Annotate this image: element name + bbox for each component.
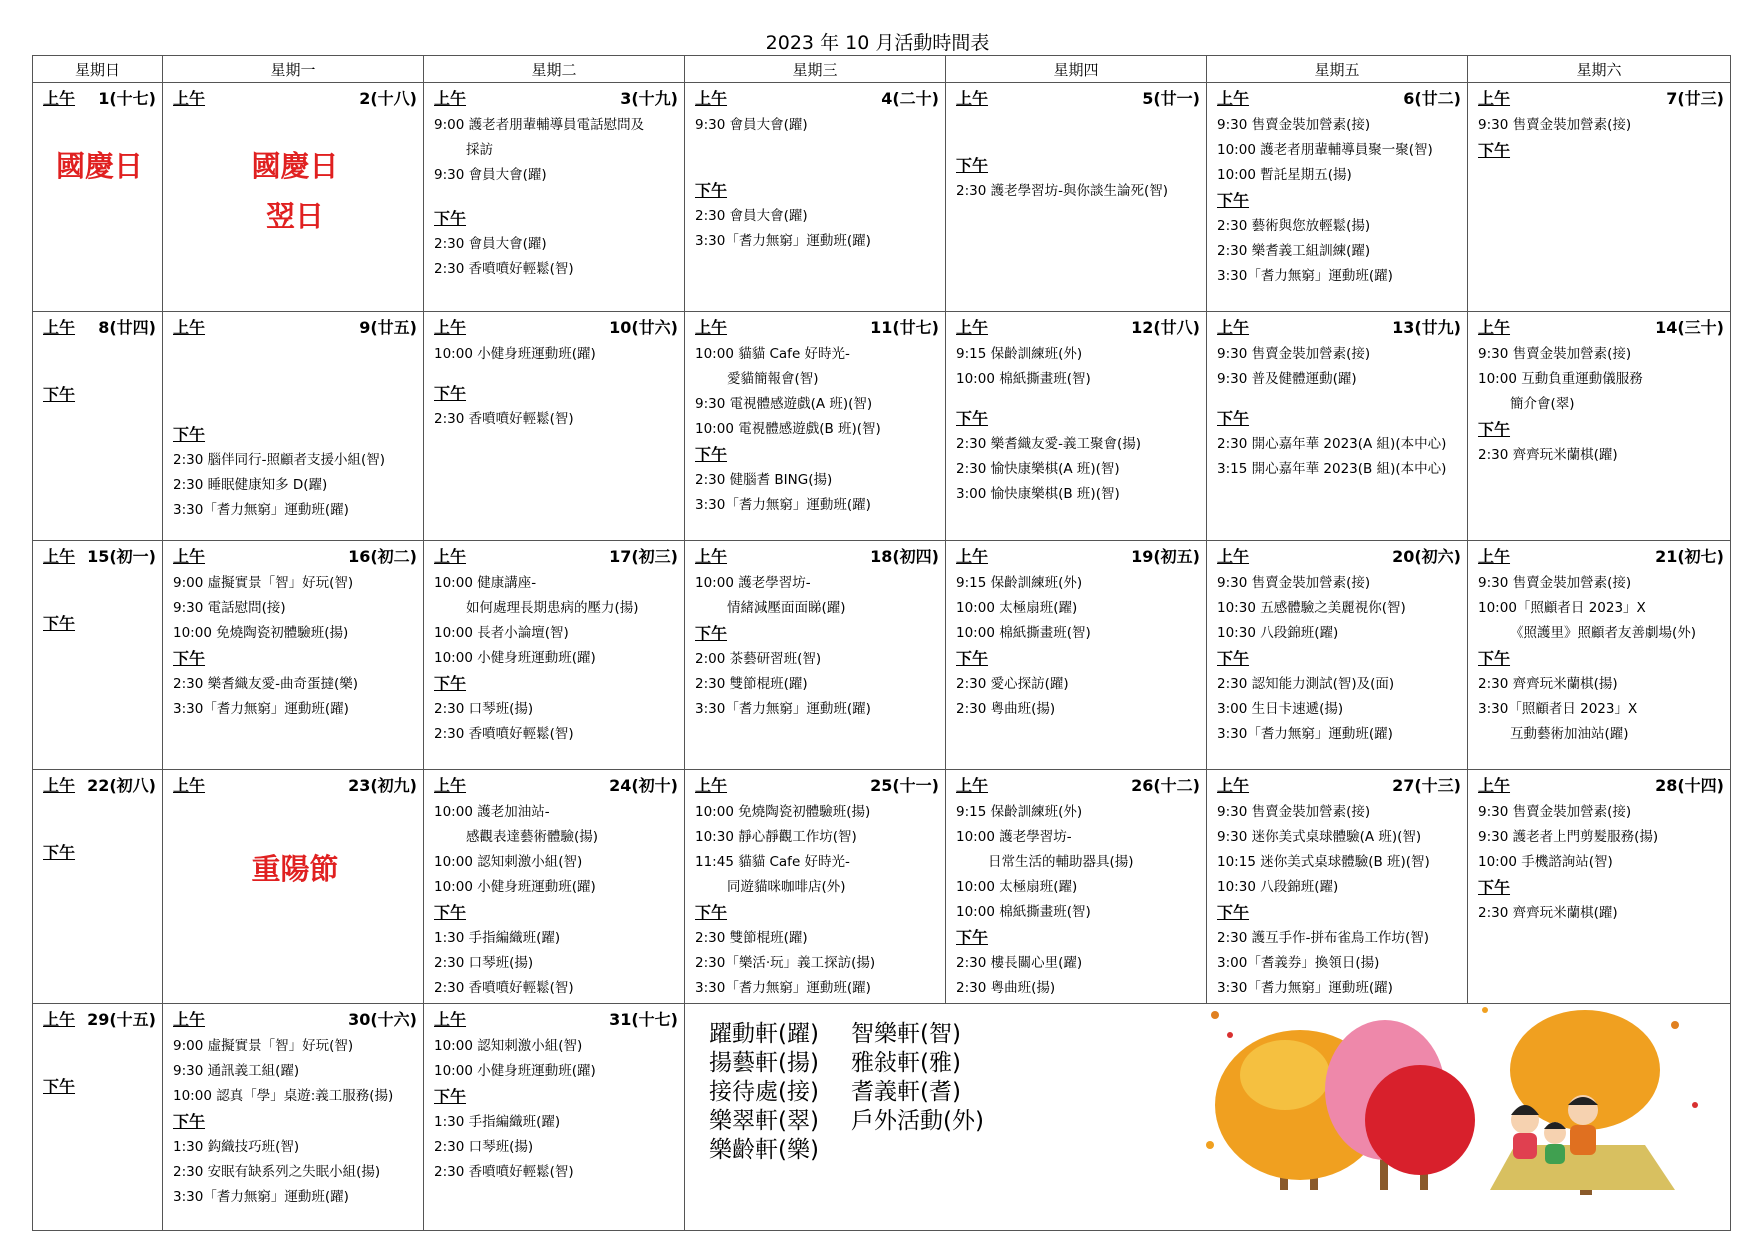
day-header xyxy=(695,87,939,111)
activity-item: 10:30 八段錦班(躍) xyxy=(1217,625,1339,641)
date-label: 7(廿三) xyxy=(1666,89,1724,108)
week-row xyxy=(33,541,1731,770)
am-label: 上午 xyxy=(434,776,467,795)
activity-item: 10:00 小健身班運動班(躍) xyxy=(434,1063,596,1079)
am-label: 上午 xyxy=(173,89,206,108)
activity-item: 10:00 太極扇班(躍) xyxy=(956,600,1078,616)
activity-item: 2:00 茶藝研習班(智) xyxy=(695,651,822,667)
day-cell xyxy=(33,770,163,1004)
activity-item: 如何處理長期患病的壓力(揚) xyxy=(466,600,639,616)
am-label: 上午 xyxy=(43,89,76,108)
autumn-picnic-illustration xyxy=(1205,995,1705,1205)
date-label: 4(二十) xyxy=(881,89,939,108)
activity-item: 《照護里》照顧者友善劇場(外) xyxy=(1510,625,1697,641)
am-label: 上午 xyxy=(695,776,728,795)
date-label: 13(廿九) xyxy=(1392,318,1461,337)
activity-item: 2:30 會員大會(躍) xyxy=(434,236,547,252)
day-cell xyxy=(424,83,685,312)
am-label: 上午 xyxy=(43,547,76,566)
weekday-header: 星期一 xyxy=(163,56,424,83)
day-header xyxy=(173,545,417,569)
activity-item: 3:00「耆義券」換領日(揚) xyxy=(1217,955,1380,971)
activity-item: 10:30 五感體驗之美麗視你(智) xyxy=(1217,600,1406,616)
activity-item: 10:00 小健身班運動班(躍) xyxy=(434,879,596,895)
am-label: 上午 xyxy=(1217,89,1250,108)
activity-item: 3:30「耆力無窮」運動班(躍) xyxy=(695,497,871,513)
activity-item: 9:30 電視體感遊戲(A 班)(智) xyxy=(695,396,873,412)
am-label: 上午 xyxy=(173,776,206,795)
pm-label: 下午 xyxy=(695,624,728,643)
legend-item: 戶外活動(外) xyxy=(851,1108,984,1134)
day-cell xyxy=(33,541,163,770)
activity-item: 10:00 認真「學」桌遊:義工服務(揚) xyxy=(173,1088,394,1104)
activity-item: 9:30 迷你美式桌球體驗(A 班)(智) xyxy=(1217,829,1422,845)
activity-item: 10:00 健康講座- xyxy=(434,575,537,591)
day-cell xyxy=(946,312,1207,541)
activity-item: 10:00 護老者朋輩輔導員聚一聚(智) xyxy=(1217,142,1433,158)
activity-item: 10:00 貓貓 Cafe 好時光- xyxy=(695,346,850,362)
activity-item: 3:30「耆力無窮」運動班(躍) xyxy=(695,980,871,996)
week-row xyxy=(33,770,1731,1004)
activity-item: 2:30 樓長關心里(躍) xyxy=(956,955,1083,971)
day-cell xyxy=(33,312,163,541)
am-label: 上午 xyxy=(1217,318,1250,337)
pm-label: 下午 xyxy=(695,903,728,922)
weekday-header-row xyxy=(33,56,1731,83)
activity-item: 10:00 免燒陶瓷初體驗班(揚) xyxy=(695,804,871,820)
pm-label: 下午 xyxy=(43,843,76,862)
day-header xyxy=(1217,87,1461,111)
am-label: 上午 xyxy=(173,318,206,337)
day-header xyxy=(43,774,156,798)
date-label: 1(十七) xyxy=(98,89,156,108)
day-header xyxy=(434,545,678,569)
date-label: 19(初五) xyxy=(1131,547,1200,566)
date-label: 16(初二) xyxy=(348,547,417,566)
activity-item: 10:30 八段錦班(躍) xyxy=(1217,879,1339,895)
legend-item: 揚藝軒(揚) xyxy=(709,1050,819,1076)
legend-item: 樂齡軒(樂) xyxy=(709,1137,819,1163)
activity-item: 2:30 樂耆織友愛-曲奇蛋撻(樂) xyxy=(173,676,359,692)
pm-label: 下午 xyxy=(434,674,467,693)
activity-item: 10:00「照顧者日 2023」X xyxy=(1478,600,1646,616)
pm-label: 下午 xyxy=(1478,878,1511,897)
day-header xyxy=(173,87,417,111)
day-header xyxy=(695,774,939,798)
activity-item: 9:30 電話慰問(接) xyxy=(173,600,286,616)
activity-item: 10:00 護老加油站- xyxy=(434,804,550,820)
activity-item: 9:30 普及健體運動(躍) xyxy=(1217,371,1357,387)
activity-item: 2:30 口琴班(揚) xyxy=(434,701,534,717)
day-header xyxy=(956,774,1200,798)
activity-item: 2:30 香噴噴好輕鬆(智) xyxy=(434,726,574,742)
activity-item: 2:30 口琴班(揚) xyxy=(434,955,534,971)
activity-item: 愛貓簡報會(智) xyxy=(727,371,819,387)
date-label: 21(初七) xyxy=(1655,547,1724,566)
activity-item: 1:30 手指編織班(躍) xyxy=(434,1114,561,1130)
activity-item: 2:30 齊齊玩米蘭棋(揚) xyxy=(1478,676,1618,692)
legend-item: 接待處(接) xyxy=(709,1079,819,1105)
day-header xyxy=(1478,774,1724,798)
activity-item: 10:00 手機諮詢站(智) xyxy=(1478,854,1613,870)
activity-item: 2:30 愉快康樂棋(A 班)(智) xyxy=(956,461,1120,477)
day-cell xyxy=(1468,312,1731,541)
week-row xyxy=(33,312,1731,541)
activity-item: 10:30 靜心靜觀工作坊(智) xyxy=(695,829,857,845)
activity-item: 10:00 認知刺激小組(智) xyxy=(434,1038,583,1054)
date-label: 10(廿六) xyxy=(609,318,678,337)
activity-item: 2:30 開心嘉年華 2023(A 組)(本中心) xyxy=(1217,436,1447,452)
pm-label: 下午 xyxy=(434,209,467,228)
pm-label: 下午 xyxy=(434,903,467,922)
activity-item: 1:30 鈎織技巧班(智) xyxy=(173,1139,300,1155)
date-label: 24(初十) xyxy=(609,776,678,795)
activity-item: 10:00 小健身班運動班(躍) xyxy=(434,346,596,362)
legend-item: 雅敍軒(雅) xyxy=(851,1050,961,1076)
activity-item: 11:45 貓貓 Cafe 好時光- xyxy=(695,854,850,870)
day-cell xyxy=(685,541,946,770)
activity-item: 互動藝術加油站(躍) xyxy=(1510,726,1629,742)
day-header xyxy=(173,316,417,340)
pm-label: 下午 xyxy=(956,649,989,668)
activity-item: 2:30 粵曲班(揚) xyxy=(956,701,1056,717)
am-label: 上午 xyxy=(173,1010,206,1029)
am-label: 上午 xyxy=(434,318,467,337)
activity-item: 3:00 生日卡速遞(揚) xyxy=(1217,701,1344,717)
pm-label: 下午 xyxy=(1217,903,1250,922)
activity-item: 2:30 樂耆義工組訓練(躍) xyxy=(1217,243,1371,259)
activity-item: 9:00 護老者朋輩輔導員電話慰問及 xyxy=(434,117,645,133)
day-cell xyxy=(33,1004,163,1231)
day-header xyxy=(1478,87,1724,111)
activity-item: 10:00 長者小論壇(智) xyxy=(434,625,569,641)
day-header xyxy=(173,1008,417,1032)
date-label: 25(十一) xyxy=(870,776,939,795)
pm-label: 下午 xyxy=(956,156,989,175)
am-label: 上午 xyxy=(695,318,728,337)
pm-label: 下午 xyxy=(1478,141,1511,160)
day-cell xyxy=(1207,541,1468,770)
holiday-label: 國慶日 xyxy=(251,149,339,183)
day-cell xyxy=(1207,770,1468,1004)
activity-item: 10:00 太極扇班(躍) xyxy=(956,879,1078,895)
activity-item: 9:30 售賣金裝加營素(接) xyxy=(1217,804,1371,820)
activity-item: 3:30「耆力無窮」運動班(躍) xyxy=(695,701,871,717)
day-cell xyxy=(163,541,424,770)
activity-item: 2:30 認知能力測試(智)及(面) xyxy=(1217,676,1395,692)
activity-item: 2:30「樂活‧玩」義工探訪(揚) xyxy=(695,955,876,971)
activity-item: 2:30 護老學習坊-與你談生論死(智) xyxy=(956,183,1169,199)
activity-item: 9:30 售賣金裝加營素(接) xyxy=(1217,346,1371,362)
day-header xyxy=(1217,545,1461,569)
activity-item: 3:15 開心嘉年華 2023(B 組)(本中心) xyxy=(1217,461,1447,477)
pm-label: 下午 xyxy=(1217,409,1250,428)
week-row xyxy=(33,83,1731,312)
activity-item: 10:00 認知刺激小組(智) xyxy=(434,854,583,870)
date-label: 15(初一) xyxy=(87,547,156,566)
day-cell xyxy=(163,1004,424,1231)
activity-item: 2:30 健腦耆 BING(揚) xyxy=(695,472,833,488)
activity-item: 1:30 手指編織班(躍) xyxy=(434,930,561,946)
pm-label: 下午 xyxy=(1478,649,1511,668)
activity-item: 10:00 暫託星期五(揚) xyxy=(1217,167,1352,183)
pm-label: 下午 xyxy=(434,1087,467,1106)
weekday-header: 星期四 xyxy=(946,56,1207,83)
activity-item: 10:00 護老學習坊- xyxy=(695,575,811,591)
day-header xyxy=(434,774,678,798)
weekday-header: 星期二 xyxy=(424,56,685,83)
pm-label: 下午 xyxy=(43,614,76,633)
am-label: 上午 xyxy=(43,1010,76,1029)
day-header xyxy=(43,87,156,111)
date-label: 14(三十) xyxy=(1655,318,1724,337)
day-cell xyxy=(424,770,685,1004)
activity-item: 2:30 齊齊玩米蘭棋(躍) xyxy=(1478,905,1618,921)
pm-label: 下午 xyxy=(173,425,206,444)
weekday-header: 星期六 xyxy=(1468,56,1731,83)
activity-item: 3:30「照顧者日 2023」X xyxy=(1478,701,1638,717)
day-cell xyxy=(1468,770,1731,1004)
date-label: 3(十九) xyxy=(620,89,678,108)
activity-item: 9:00 虛擬實景「智」好玩(智) xyxy=(173,1038,354,1054)
activity-item: 2:30 香噴噴好輕鬆(智) xyxy=(434,980,574,996)
am-label: 上午 xyxy=(1217,547,1250,566)
activity-item: 9:30 售賣金裝加營素(接) xyxy=(1478,117,1632,133)
activity-item: 3:30「耆力無窮」運動班(躍) xyxy=(173,1189,349,1205)
activity-item: 9:30 會員大會(躍) xyxy=(434,167,547,183)
am-label: 上午 xyxy=(1217,776,1250,795)
date-label: 22(初八) xyxy=(87,776,156,795)
day-cell xyxy=(1207,312,1468,541)
activity-item: 10:00 棉紙撕畫班(智) xyxy=(956,625,1091,641)
holiday-label: 翌日 xyxy=(265,199,324,233)
date-label: 31(十七) xyxy=(609,1010,678,1029)
am-label: 上午 xyxy=(1478,89,1511,108)
date-label: 8(廿四) xyxy=(98,318,156,337)
pm-label: 下午 xyxy=(956,928,989,947)
am-label: 上午 xyxy=(173,547,206,566)
day-cell xyxy=(1468,541,1731,770)
day-header xyxy=(434,316,678,340)
date-label: 30(十六) xyxy=(348,1010,417,1029)
day-cell xyxy=(163,770,424,1004)
activity-item: 9:15 保齡訓練班(外) xyxy=(956,804,1083,820)
day-cell xyxy=(163,312,424,541)
day-header xyxy=(1478,316,1724,340)
day-header xyxy=(43,316,156,340)
activity-item: 2:30 睡眠健康知多 D(躍) xyxy=(173,477,328,493)
date-label: 9(廿五) xyxy=(359,318,417,337)
activity-item: 10:00 護老學習坊- xyxy=(956,829,1072,845)
date-label: 26(十二) xyxy=(1131,776,1200,795)
day-header xyxy=(956,545,1200,569)
am-label: 上午 xyxy=(956,547,989,566)
activity-item: 3:30「耆力無窮」運動班(躍) xyxy=(173,701,349,717)
activity-item: 9:30 售賣金裝加營素(接) xyxy=(1478,575,1632,591)
date-label: 18(初四) xyxy=(870,547,939,566)
day-cell xyxy=(424,541,685,770)
activity-item: 3:00 愉快康樂棋(B 班)(智) xyxy=(956,486,1120,502)
weekday-header: 星期三 xyxy=(685,56,946,83)
activity-item: 9:30 售賣金裝加營素(接) xyxy=(1217,575,1371,591)
day-header xyxy=(173,774,417,798)
date-label: 5(廿一) xyxy=(1142,89,1200,108)
legend-item: 智樂軒(智) xyxy=(851,1021,961,1047)
day-cell xyxy=(1207,83,1468,312)
day-cell xyxy=(1468,83,1731,312)
day-header xyxy=(43,545,156,569)
day-header xyxy=(695,316,939,340)
activity-item: 2:30 粵曲班(揚) xyxy=(956,980,1056,996)
day-cell xyxy=(685,312,946,541)
date-label: 27(十三) xyxy=(1392,776,1461,795)
day-header xyxy=(434,1008,678,1032)
activity-item: 採訪 xyxy=(466,142,493,158)
am-label: 上午 xyxy=(695,89,728,108)
day-cell xyxy=(946,541,1207,770)
activity-item: 2:30 齊齊玩米蘭棋(躍) xyxy=(1478,447,1618,463)
am-label: 上午 xyxy=(695,547,728,566)
day-cell xyxy=(163,83,424,312)
pm-label: 下午 xyxy=(173,649,206,668)
day-cell xyxy=(685,770,946,1004)
pm-label: 下午 xyxy=(434,384,467,403)
activity-item: 10:00 小健身班運動班(躍) xyxy=(434,650,596,666)
activity-item: 2:30 香噴噴好輕鬆(智) xyxy=(434,261,574,277)
am-label: 上午 xyxy=(956,89,989,108)
date-label: 17(初三) xyxy=(609,547,678,566)
activity-item: 情緒減壓面面睇(躍) xyxy=(727,600,846,616)
day-cell xyxy=(946,770,1207,1004)
activity-item: 3:30「耆力無窮」運動班(躍) xyxy=(173,502,349,518)
activity-item: 3:30「耆力無窮」運動班(躍) xyxy=(1217,726,1393,742)
activity-item: 9:30 會員大會(躍) xyxy=(695,117,808,133)
date-label: 12(廿八) xyxy=(1131,318,1200,337)
activity-item: 3:30「耆力無窮」運動班(躍) xyxy=(695,233,871,249)
activity-item: 9:15 保齡訓練班(外) xyxy=(956,346,1083,362)
activity-item: 日常生活的輔助器具(揚) xyxy=(988,854,1134,870)
activity-item: 10:00 免燒陶瓷初體驗班(揚) xyxy=(173,625,349,641)
activity-item: 2:30 腦伴同行-照顧者支援小組(智) xyxy=(173,452,386,468)
page-title: 2023 年 10 月活動時間表 xyxy=(765,32,990,54)
pm-label: 下午 xyxy=(1217,649,1250,668)
legend-item: 躍動軒(躍) xyxy=(709,1021,819,1047)
activity-item: 感觀表達藝術體驗(揚) xyxy=(466,829,599,845)
day-header xyxy=(1217,316,1461,340)
am-label: 上午 xyxy=(434,1010,467,1029)
am-label: 上午 xyxy=(43,776,76,795)
am-label: 上午 xyxy=(956,318,989,337)
date-label: 2(十八) xyxy=(359,89,417,108)
pm-label: 下午 xyxy=(956,409,989,428)
day-cell xyxy=(685,83,946,312)
activity-item: 2:30 口琴班(揚) xyxy=(434,1139,534,1155)
pm-label: 下午 xyxy=(695,181,728,200)
legend-item: 樂翠軒(翠) xyxy=(709,1108,819,1134)
day-header xyxy=(956,316,1200,340)
activity-item: 2:30 藝術與您放輕鬆(揚) xyxy=(1217,218,1371,234)
activity-item: 9:15 保齡訓練班(外) xyxy=(956,575,1083,591)
activity-item: 簡介會(翠) xyxy=(1510,396,1575,412)
activity-item: 9:30 售賣金裝加營素(接) xyxy=(1478,804,1632,820)
activity-item: 9:30 護老者上門剪髮服務(揚) xyxy=(1478,829,1659,845)
activity-item: 2:30 愛心探訪(躍) xyxy=(956,676,1069,692)
activity-item: 10:00 互動負重運動儀服務 xyxy=(1478,371,1643,387)
pm-label: 下午 xyxy=(1217,191,1250,210)
date-label: 11(廿七) xyxy=(870,318,939,337)
activity-item: 2:30 雙節棍班(躍) xyxy=(695,930,808,946)
activity-item: 10:00 棉紙撕畫班(智) xyxy=(956,371,1091,387)
day-header xyxy=(956,87,1200,111)
pm-label: 下午 xyxy=(695,445,728,464)
am-label: 上午 xyxy=(1478,547,1511,566)
day-header xyxy=(1478,545,1724,569)
holiday-label: 國慶日 xyxy=(55,149,143,183)
pm-label: 下午 xyxy=(43,385,76,404)
activity-item: 2:30 樂耆織友愛-義工聚會(揚) xyxy=(956,436,1142,452)
day-header xyxy=(695,545,939,569)
pm-label: 下午 xyxy=(1478,420,1511,439)
am-label: 上午 xyxy=(956,776,989,795)
day-cell xyxy=(424,312,685,541)
day-header xyxy=(1217,774,1461,798)
am-label: 上午 xyxy=(434,89,467,108)
date-label: 23(初九) xyxy=(348,776,417,795)
activity-item: 3:30「耆力無窮」運動班(躍) xyxy=(1217,268,1393,284)
day-cell xyxy=(946,83,1207,312)
day-header xyxy=(434,87,678,111)
weekday-header: 星期五 xyxy=(1207,56,1468,83)
holiday-label: 重陽節 xyxy=(251,852,339,886)
activity-item: 10:00 電視體感遊戲(B 班)(智) xyxy=(695,421,881,437)
am-label: 上午 xyxy=(1478,318,1511,337)
activity-item: 9:30 售賣金裝加營素(接) xyxy=(1478,346,1632,362)
activity-item: 9:30 通訊義工組(躍) xyxy=(173,1063,300,1079)
activity-item: 2:30 護互手作-拼布雀鳥工作坊(智) xyxy=(1217,930,1430,946)
date-label: 6(廿二) xyxy=(1403,89,1461,108)
activity-item: 2:30 雙節棍班(躍) xyxy=(695,676,808,692)
am-label: 上午 xyxy=(1478,776,1511,795)
activity-item: 9:30 售賣金裝加營素(接) xyxy=(1217,117,1371,133)
day-cell xyxy=(33,83,163,312)
weekday-header: 星期日 xyxy=(33,56,163,83)
activity-item: 10:00 棉紙撕畫班(智) xyxy=(956,904,1091,920)
activity-item: 9:00 虛擬實景「智」好玩(智) xyxy=(173,575,354,591)
date-label: 20(初六) xyxy=(1392,547,1461,566)
activity-item: 3:30「耆力無窮」運動班(躍) xyxy=(1217,980,1393,996)
day-header xyxy=(43,1008,156,1032)
activity-item: 2:30 會員大會(躍) xyxy=(695,208,808,224)
date-label: 29(十五) xyxy=(87,1010,156,1029)
activity-item: 10:15 迷你美式桌球體驗(B 班)(智) xyxy=(1217,854,1430,870)
day-cell xyxy=(424,1004,685,1231)
pm-label: 下午 xyxy=(43,1077,76,1096)
date-label: 28(十四) xyxy=(1655,776,1724,795)
legend-item: 耆義軒(耆) xyxy=(851,1079,961,1105)
activity-item: 2:30 安眠有缺系列之失眠小組(揚) xyxy=(173,1164,381,1180)
activity-item: 同遊貓咪咖啡店(外) xyxy=(727,879,846,895)
pm-label: 下午 xyxy=(173,1112,206,1131)
activity-item: 2:30 香噴噴好輕鬆(智) xyxy=(434,411,574,427)
am-label: 上午 xyxy=(43,318,76,337)
activity-item: 2:30 香噴噴好輕鬆(智) xyxy=(434,1164,574,1180)
am-label: 上午 xyxy=(434,547,467,566)
